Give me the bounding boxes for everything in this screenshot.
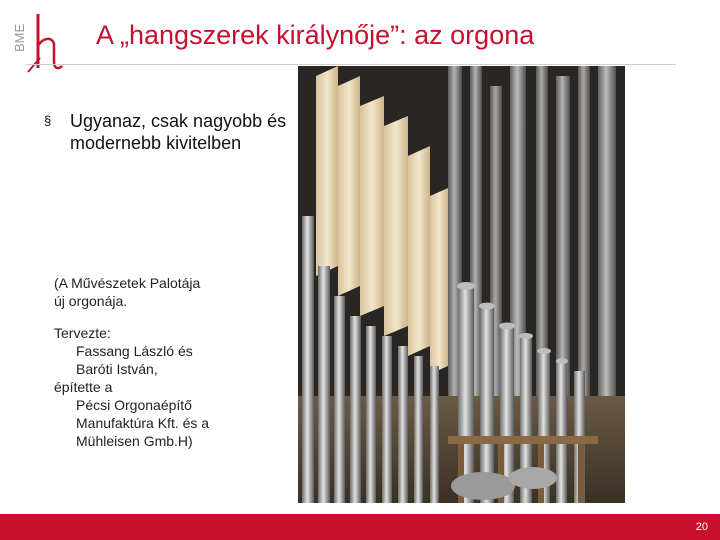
title-divider: [26, 64, 676, 65]
note-line: Manufaktúra Kft. és a: [76, 415, 210, 431]
bullet-item: [44, 110, 310, 154]
note-line: Pécsi Orgonaépítő: [76, 397, 192, 413]
bullet-marker: §: [44, 113, 52, 128]
note-line: Baróti István,: [76, 361, 158, 377]
bme-logo: [10, 10, 70, 76]
note-line: Mühleisen Gmb.H): [76, 433, 193, 449]
logo-text: BME: [12, 23, 27, 52]
slide-title: A „hangszerek királynője”: az orgona: [96, 20, 535, 50]
page-number: 20: [695, 521, 708, 533]
note-line: (A Művészetek Palotája: [54, 275, 201, 291]
note-line: Fassang László és: [76, 343, 193, 359]
organ-credits-note: [54, 274, 294, 450]
note-line: Tervezte:: [54, 325, 111, 341]
note-line: építette a: [54, 379, 113, 395]
bullet-list: [44, 110, 310, 154]
note-line: új orgonája.: [54, 293, 128, 309]
bullet-text: Ugyanaz, csak nagyobb és modernebb kivitelben: [70, 111, 287, 153]
footer-bar: [0, 514, 720, 540]
organ-pipes-photo: [298, 66, 625, 503]
